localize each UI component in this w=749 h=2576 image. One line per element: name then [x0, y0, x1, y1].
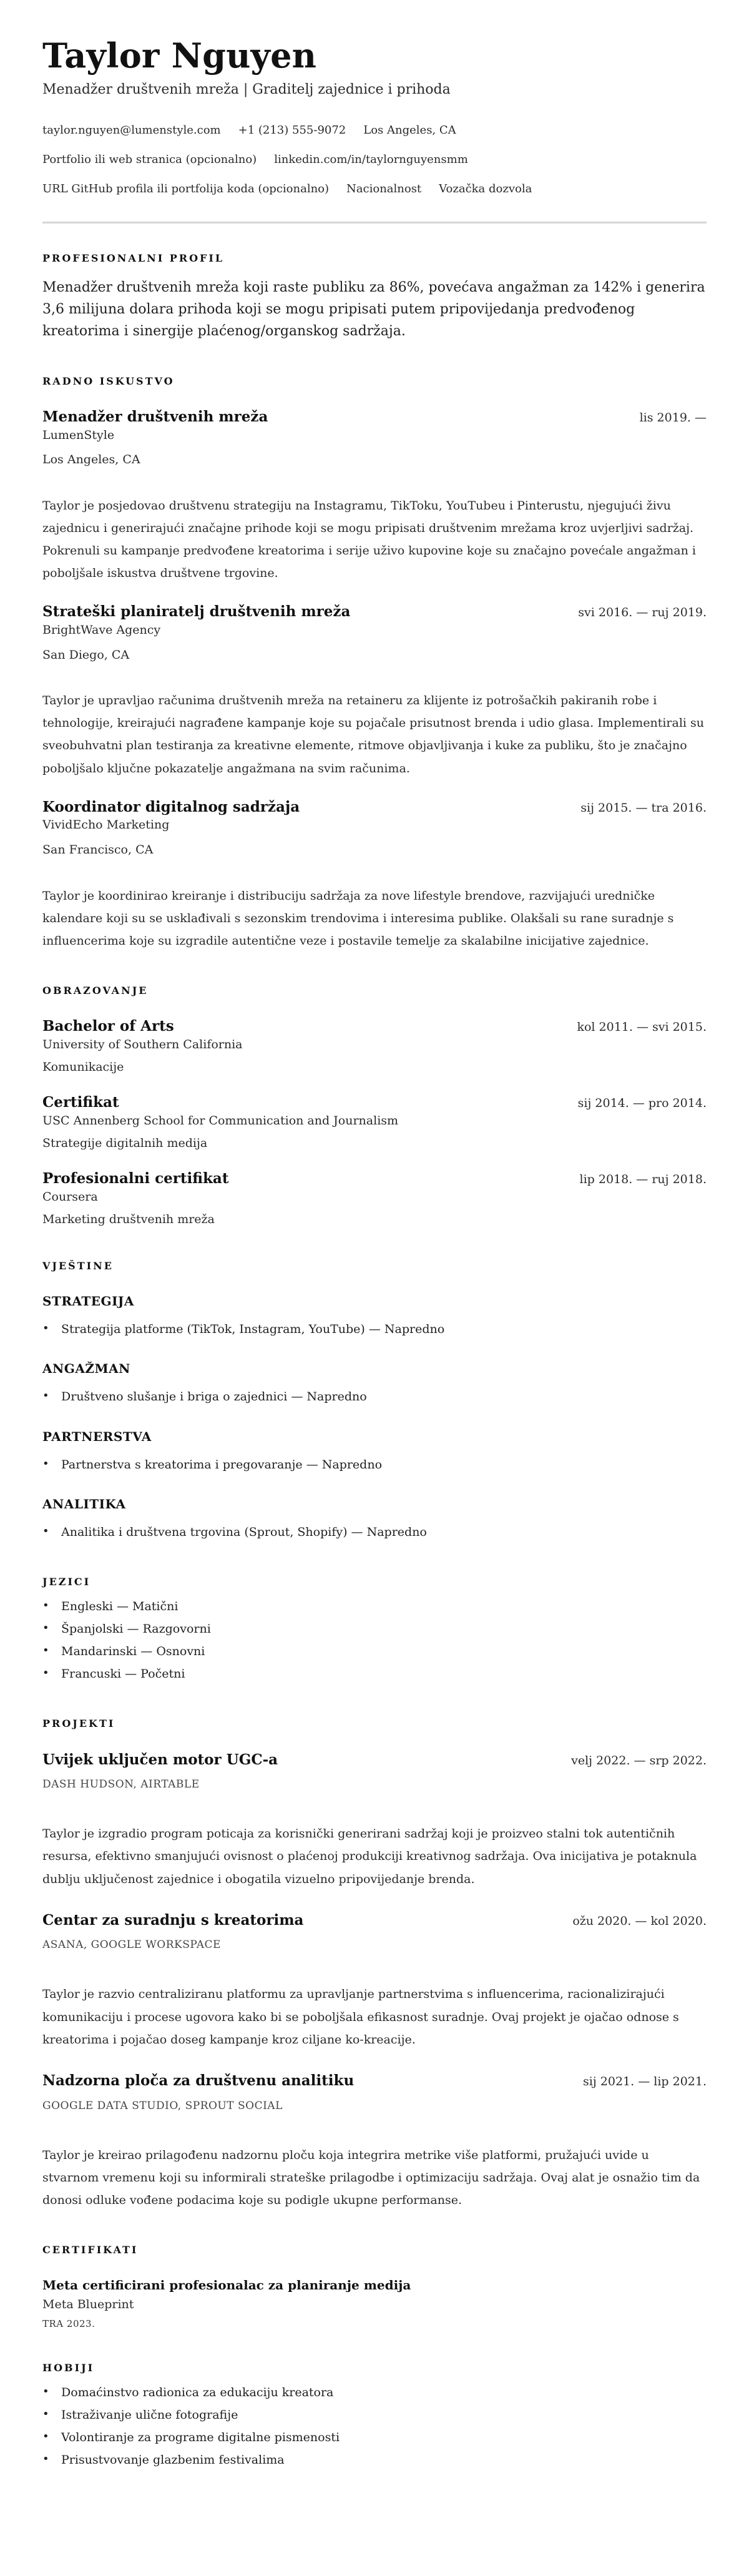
job-description: Taylor je posjedovao društvenu strategiju na Instagramu, TikToku, YouTubeu i Pinterustu, njegujući živu zajednicu i generirajući značajne prihode koji se mogu pripisati društvenim mrežama kroz uvjerljivi sadržaj. Pokrenuli su kampanje predvođene kreatorima i serije uživo kupovine koje su značajno povećale angažman i poboljšale iskustva društvene trgovine.: [42, 498, 696, 581]
certificate-date: TRA 2023.: [42, 2318, 95, 2329]
skill-list: [42, 1453, 707, 1476]
job-location: San Diego, CA: [42, 647, 130, 662]
project-item: [42, 2072, 707, 2211]
hobby-item: • Istraživanje ulične fotografije: [42, 2404, 707, 2426]
contact-row-1: [42, 123, 707, 137]
experience-item: [42, 603, 707, 779]
linkedin-link[interactable]: linkedin.com/in/taylornguyensmm: [274, 153, 468, 167]
field-of-study: Komunikacije: [42, 1059, 124, 1074]
project-description: Taylor je kreirao prilagođenu nadzornu ploču koja integrira metrike više platformi, pružajući uvide u stvarnom vremenu koji su informirali strateške prilagodbe i optimizaciju sadržaja. Ovaj alat je osnažio tim da donosi odluke vođene podacima koje su podigle ukupne performanse.: [42, 2148, 700, 2207]
profile-section: [42, 252, 707, 343]
candidate-headline: Menadžer društvenih mreža | Graditelj zajednice i prihoda: [42, 82, 451, 98]
hobby-item: • Volontiranje za programe digitalne pismenosti: [42, 2426, 707, 2449]
contact-row-3: [42, 182, 707, 196]
project-name: Centar za suradnju s kreatorima: [42, 1911, 304, 1929]
profile-summary: Menadžer društvenih mreža koji raste publiku za 86%, povećava angažman za 142% i generira 3,6 milijuna dolara prihoda koji se mogu pripisati putem pripovijedanja predvođenog kreatorima i sinergije plaćenog/organskog sadržaja.: [42, 280, 705, 340]
hobby-item: • Domaćinstvo radionica za edukaciju kreatora: [42, 2381, 707, 2404]
skills-section: [42, 1260, 707, 1543]
skill-list: [42, 1385, 707, 1408]
degree: Bachelor of Arts: [42, 1018, 174, 1035]
language-item: • Mandarinski — Osnovni: [42, 1640, 707, 1663]
skill-group-title: ANGAŽMAN: [42, 1361, 130, 1377]
section-title-projects: PROJEKTI: [42, 1718, 115, 1730]
contact-row-2: [42, 152, 707, 167]
languages-section: [42, 1576, 707, 1686]
section-title-hobbies: HOBIJI: [42, 2361, 95, 2374]
candidate-name: Taylor Nguyen: [42, 36, 317, 76]
project-name: Uvijek uključen motor UGC-a: [42, 1751, 278, 1768]
education-item: [42, 1170, 707, 1227]
skill-group-title: ANALITIKA: [42, 1496, 126, 1512]
section-title-profile: PROFESIONALNI PROFIL: [42, 252, 225, 264]
portfolio-link[interactable]: Portfolio ili web stranica (opcionalno): [42, 153, 257, 167]
project-dates: ožu 2020. — kol 2020.: [572, 1914, 707, 1928]
education-dates: lip 2018. — ruj 2018.: [579, 1172, 707, 1187]
phone[interactable]: +1 (213) 555-9072: [238, 123, 346, 137]
school: University of Southern California: [42, 1037, 243, 1051]
project-description: Taylor je izgradio program poticaja za korisnički generirani sadržaj koji je proizveo stalni tok autentičnih resursa, efektivno smanjujući ovisnost o plaćenoj produkciji kreativnog sadržaja. Ova inicijativa je potaknula dublju uključenost zajednice i obogatila vizuelno pripovijedanje brenda.: [42, 1827, 697, 1886]
header-divider: [42, 222, 707, 224]
project-dates: sij 2021. — lip 2021.: [583, 2074, 707, 2088]
job-title: Strateški planiratelj društvenih mreža: [42, 603, 351, 621]
certificate-item: [42, 2277, 707, 2329]
language-list: [42, 1595, 707, 1685]
job-dates: svi 2016. — ruj 2019.: [578, 606, 707, 620]
section-title-skills: VJEŠTINE: [42, 1260, 114, 1272]
job-company: LumenStyle: [42, 428, 115, 442]
section-title-certificates: CERTIFIKATI: [42, 2243, 139, 2256]
location: Los Angeles, CA: [363, 123, 456, 137]
school: Coursera: [42, 1189, 98, 1204]
job-dates: sij 2015. — tra 2016.: [580, 800, 707, 815]
experience-item: [42, 408, 707, 584]
project-tech: ASANA, GOOGLE WORKSPACE: [42, 1939, 221, 1952]
job-company: VividEcho Marketing: [42, 818, 170, 832]
certificate-name: Meta certificirani profesionalac za planiranje medija: [42, 2278, 411, 2293]
project-tech: GOOGLE DATA STUDIO, SPROUT SOCIAL: [42, 2099, 283, 2112]
email[interactable]: taylor.nguyen@lumenstyle.com: [42, 123, 221, 137]
project-description: Taylor je razvio centraliziranu platformu za upravljanje partnerstvima s influencerima, racionalizirajući komunikaciju i procese ugovora kako bi se poboljšala efikasnost suradnje. Ovaj projekt je ojačao odnose s kreatorima i pojačao doseg kampanje kroz ciljane ko-kreacije.: [42, 1987, 679, 2047]
job-location: Los Angeles, CA: [42, 453, 140, 467]
school: USC Annenberg School for Communication and Journalism: [42, 1113, 399, 1128]
education-item: [42, 1018, 707, 1075]
education-dates: sij 2014. — pro 2014.: [577, 1096, 707, 1111]
skill-list: [42, 1318, 707, 1340]
experience-item: [42, 799, 707, 952]
language-item: • Engleski — Matični: [42, 1595, 707, 1618]
education-section: [42, 985, 707, 1227]
project-dates: velj 2022. — srp 2022.: [571, 1753, 707, 1767]
section-title-experience: RADNO ISKUSTVO: [42, 375, 175, 387]
skill-item: • Strategija platforme (TikTok, Instagram, YouTube) — Napredno: [42, 1318, 707, 1340]
job-location: San Francisco, CA: [42, 843, 154, 857]
github-link[interactable]: URL GitHub profila ili portfolija koda (opcionalno): [42, 182, 330, 196]
skill-item: • Analitika i društvena trgovina (Sprout, Shopify) — Napredno: [42, 1521, 707, 1543]
education-item: [42, 1094, 707, 1151]
field-of-study: Marketing društvenih mreža: [42, 1212, 215, 1226]
drivers-license: Vozačka dozvola: [439, 182, 532, 196]
skill-group-title: STRATEGIJA: [42, 1294, 134, 1309]
nationality: Nacionalnost: [346, 182, 422, 196]
education-dates: kol 2011. — svi 2015.: [577, 1020, 707, 1035]
certificates-section: [42, 2244, 707, 2329]
degree: Certifikat: [42, 1094, 119, 1111]
job-description: Taylor je koordinirao kreiranje i distribuciju sadržaja za nove lifestyle brendove, razvijajući uredničke kalendare koji su se usklađivali s sezonskim trendovima i interesima publike. Olakšali su rane suradnje s influencerima koje su izgradile autentične veze i postavile temelje za skalabilne inicijative zajednice.: [42, 888, 674, 948]
job-company: BrightWave Agency: [42, 622, 161, 637]
skill-list: [42, 1521, 707, 1543]
skill-group-title: PARTNERSTVA: [42, 1428, 152, 1444]
language-item: • Španjolski — Razgovorni: [42, 1618, 707, 1640]
project-tech: DASH HUDSON, AIRTABLE: [42, 1778, 200, 1791]
section-title-languages: JEZICI: [42, 1575, 91, 1588]
skill-item: • Društveno slušanje i briga o zajednici — Napredno: [42, 1385, 707, 1408]
projects-section: [42, 1718, 707, 2211]
job-description: Taylor je upravljao računima društvenih mreža na retaineru za klijente iz potrošačkih pakiranih robe i tehnologije, kreirajući nagrađene kampanje koje su pojačale prisutnost brenda i udio glasa. Implementirali su sveobuhvatni plan testiranja za kreativne elemente, ritmove objavljivanja i kuke za publiku, što je značajno poboljšalo ključne pokazatelje angažmana na svim računima.: [42, 694, 705, 775]
project-item: [42, 1751, 707, 1890]
hobbies-section: [42, 2362, 707, 2472]
experience-section: [42, 375, 707, 952]
job-dates: lis 2019. —: [639, 410, 707, 425]
section-title-education: OBRAZOVANJE: [42, 984, 149, 996]
job-title: Menadžer društvenih mreža: [42, 408, 268, 425]
project-item: [42, 1912, 707, 2051]
resume-header: [42, 36, 707, 224]
project-name: Nadzorna ploča za društvenu analitiku: [42, 2072, 355, 2089]
skill-item: • Partnerstva s kreatorima i pregovaranje — Napredno: [42, 1453, 707, 1476]
field-of-study: Strategije digitalnih medija: [42, 1136, 208, 1150]
certificate-issuer: Meta Blueprint: [42, 2298, 134, 2312]
job-title: Koordinator digitalnog sadržaja: [42, 798, 300, 815]
hobby-item: • Prisustvovanje glazbenim festivalima: [42, 2449, 707, 2471]
degree: Profesionalni certifikat: [42, 1170, 229, 1187]
hobby-list: [42, 2381, 707, 2471]
language-item: • Francuski — Početni: [42, 1663, 707, 1685]
